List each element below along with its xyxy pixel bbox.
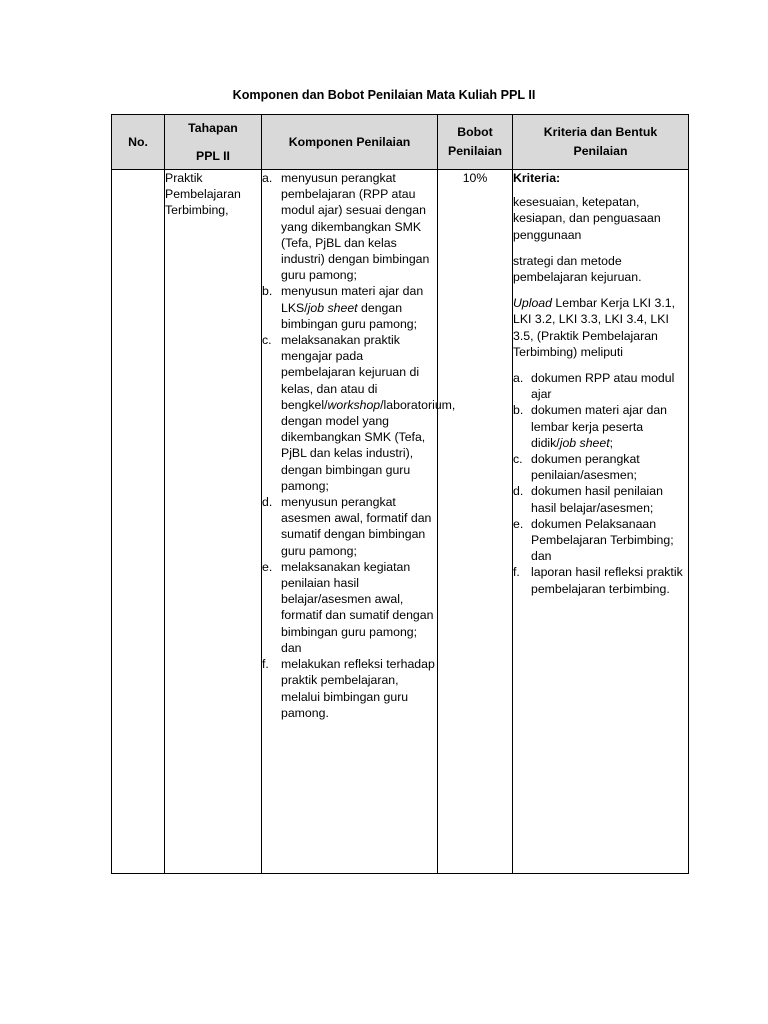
cell-no [112,170,165,874]
criteria-heading: Kriteria: [513,171,561,185]
list-item-emphasis: workshop [327,397,381,412]
list-marker: f. [513,565,520,580]
table-header-row [112,115,689,170]
header-no [112,115,165,170]
list-item [262,559,437,656]
criteria-paragraph: strategi dan metode pembelajaran kejuruan. [513,253,642,285]
cell-criteria [513,170,689,874]
list-marker: d. [513,484,524,499]
header-no-label: No. [128,134,148,149]
list-item-text: menyusun perangkat asesmen awal, formatif dan sumatif dengan bimbingan guru pamong; [281,495,432,558]
list-marker: e. [262,559,273,574]
list-item-emphasis: job sheet [559,435,610,450]
header-criteria-line1: Kriteria dan Bentuk [543,125,658,139]
table-row [112,170,689,874]
header-weight-line1: Bobot [457,125,493,139]
list-item-text: dokumen perangkat penilaian/asesmen; [531,452,640,483]
components-list [262,170,456,721]
criteria-paragraph [513,295,688,360]
criteria-emphasis: Upload [513,296,552,311]
list-item-text: melaksanakan kegiatan penilaian hasil belajar/asesmen awal, formatif dan sumatif dengan bimbingan guru pamong; dan [281,559,434,655]
list-item-text: laporan hasil refleksi praktik pembelajaran terbimbing. [531,565,683,596]
list-item-text: dengan bimbingan guru pamong; [281,300,418,331]
list-marker: f. [262,657,269,672]
list-item-text: dokumen RPP atau modul ajar [531,371,675,402]
document-title: Komponen dan Bobot Penilaian Mata Kuliah PPL II [232,88,536,102]
list-item-text: ; [609,435,614,450]
list-item [513,451,688,483]
list-marker: d. [262,495,273,510]
header-stage-line1: Tahapan [188,121,238,135]
list-item-text: menyusun perangkat pembelajaran (RPP atau modul ajar) sesuai dengan yang dikembangkan SMK (Tefa, PjBL dan kelas industri) dengan bimbingan guru pamong; [281,171,430,283]
criteria-text: Lembar Kerja LKI 3.1, LKI 3.2, LKI 3.3, LKI 3.4, LKI 3.5, (Praktik Pembelajaran Terbimbing) meliputi [513,296,676,359]
list-item-text: melaksanakan praktik mengajar pada pembelajaran kejuruan di kelas, dan atau di bengkel/ [281,333,420,412]
list-item [262,656,437,721]
list-item [262,494,437,559]
list-item [262,332,456,494]
list-item-text: /laboratorium, dengan model yang dikembangkan SMK (Tefa, PjBL dan kelas industri), dengan bimbingan guru pamong; [281,397,456,493]
header-criteria-line2: Penilaian [573,144,628,158]
header-weight-line2: Penilaian [448,144,502,158]
header-components [262,115,438,170]
list-item-text: melakukan refleksi terhadap praktik pembelajaran, melalui bimbingan guru pamong. [281,657,435,720]
header-criteria [513,115,689,170]
header-stage [165,115,262,170]
header-stage-line2: PPL II [196,149,230,163]
list-item [513,483,688,515]
list-item-text: menyusun materi ajar dan LKS/ [281,284,424,315]
assessment-table [111,114,689,874]
header-components-label: Komponen Penilaian [288,134,411,149]
list-item [513,402,688,451]
cell-stage: Praktik Pembelajaran Terbimbing, [165,170,262,874]
list-marker: e. [513,516,524,531]
list-item-text: dokumen hasil penilaian hasil belajar/asesmen; [531,484,663,515]
list-item [513,516,688,565]
criteria-paragraph: kesesuaian, ketepatan, kesiapan, dan penguasaan penggunaan [513,195,661,242]
header-weight [438,115,513,170]
list-marker: c. [262,333,272,348]
list-marker: b. [262,284,273,299]
list-marker: c. [513,452,523,467]
list-item [513,564,688,596]
list-marker: a. [262,171,273,185]
list-item [262,283,437,332]
list-item-emphasis: job sheet [307,300,358,315]
cell-weight: 10% [438,170,513,874]
list-item [262,170,437,283]
criteria-list [513,370,688,597]
list-marker: a. [513,371,524,386]
list-item [513,370,688,402]
list-item-text: dokumen Pelaksanaan Pembelajaran Terbimbing; dan [531,516,674,564]
list-marker: b. [513,403,524,418]
list-item-text: dokumen materi ajar dan lembar kerja peserta didik/ [531,403,668,450]
cell-components [262,170,456,874]
